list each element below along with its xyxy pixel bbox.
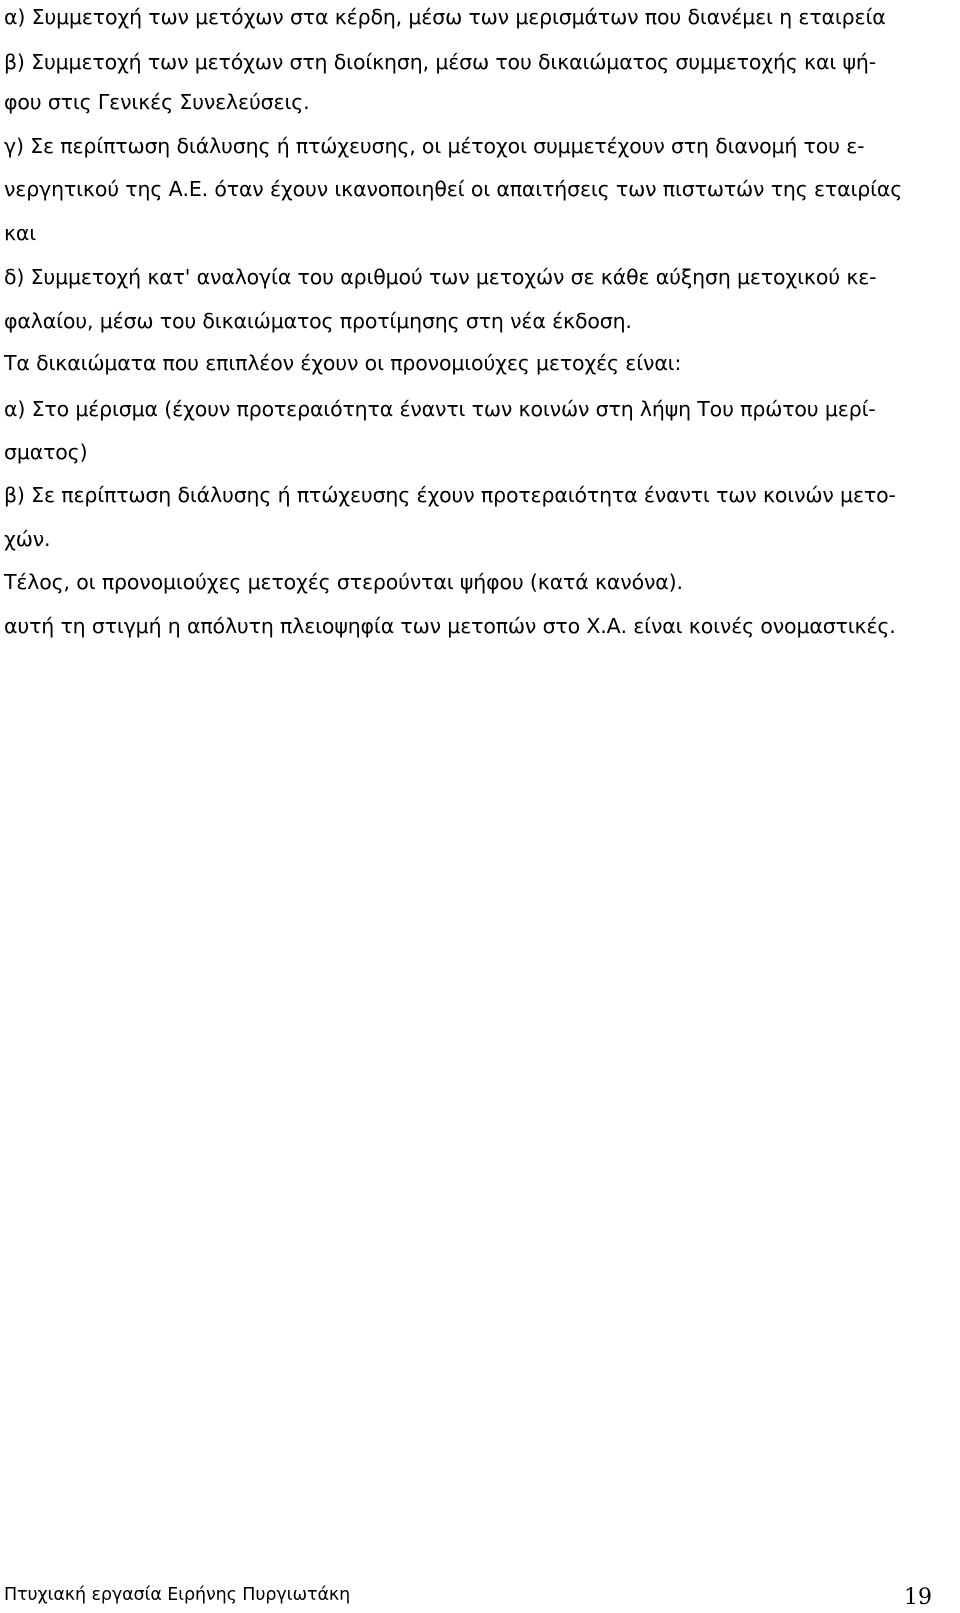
text-line: Τα δικαιώματα που επιπλέον έχουν οι προνομιούχες μετοχές είναι: bbox=[4, 351, 682, 375]
text-line: φαλαίου, μέσω του δικαιώματος προτίμησης στη νέα έκδοση. bbox=[4, 309, 632, 333]
text-line: δ) Συμμετοχή κατ' αναλογία του αριθμού των μετοχών σε κάθε αύξηση μετοχικού κε- bbox=[4, 265, 877, 289]
text-line: Τέλος, οι προνομιούχες μετοχές στερούνται ψήφου (κατά κανόνα). bbox=[4, 570, 683, 594]
text-line: αυτή τη στιγμή η απόλυτη πλειοψηφία των μετοπών στο Χ.Α. είναι κοινές ονομαστικές. bbox=[4, 614, 896, 638]
text-line: β) Συμμετοχή των μετόχων στη διοίκηση, μέσω του δικαιώματος συμμετοχής και ψή- bbox=[4, 50, 876, 74]
text-line: χών. bbox=[4, 527, 51, 551]
footer-title: Πτυχιακή εργασία Ειρήνης Πυργιωτάκη bbox=[4, 1585, 351, 1605]
text-line: σματος) bbox=[4, 440, 88, 464]
text-line: β) Σε περίπτωση διάλυσης ή πτώχευσης έχουν προτεραιότητα έναντι των κοινών μετο- bbox=[4, 483, 896, 507]
text-line: α) Συμμετοχή των μετόχων στα κέρδη, μέσω των μερισμάτων που διανέμει η εταιρεία bbox=[4, 5, 886, 29]
text-line: και bbox=[4, 221, 37, 245]
text-line: νεργητικού της Α.Ε. όταν έχουν ικανοποιηθεί οι απαιτήσεις των πιστωτών της εταιρίας bbox=[4, 177, 903, 201]
text-line: γ) Σε περίπτωση διάλυσης ή πτώχευσης, οι μέτοχοι συμμετέχουν στη διανομή του ε- bbox=[4, 134, 865, 158]
page-number: 19 bbox=[904, 1585, 932, 1610]
text-line: α) Στο μέρισμα (έχουν προτεραιότητα έναντι των κοινών στη λήψη Του πρώτου μερί- bbox=[4, 397, 876, 421]
text-line: φου στις Γενικές Συνελεύσεις. bbox=[4, 90, 310, 114]
